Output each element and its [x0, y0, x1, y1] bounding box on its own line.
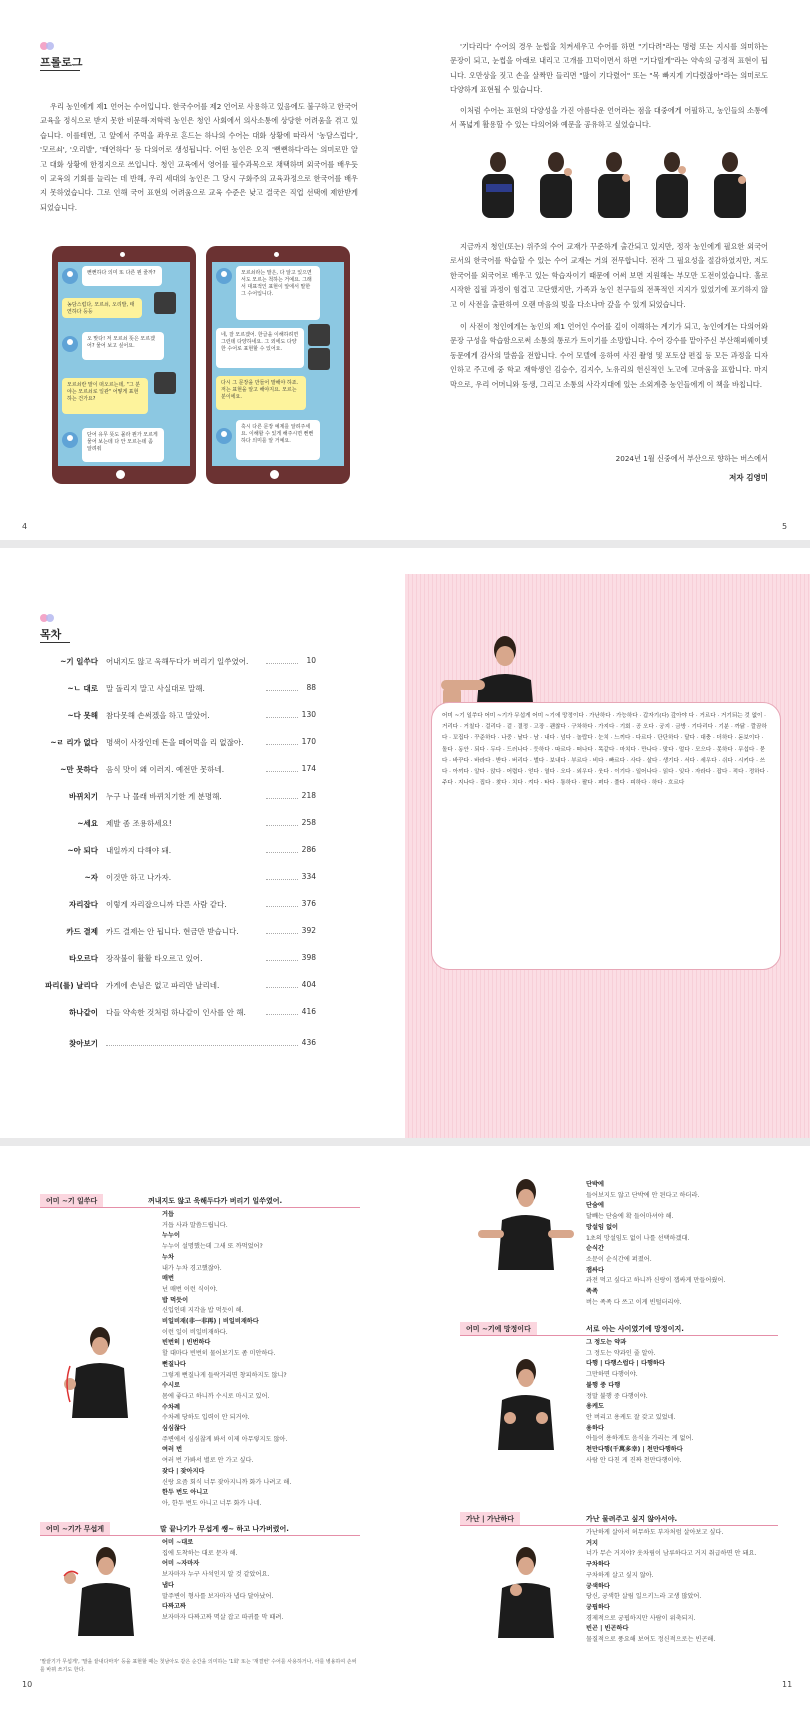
toc-index-page: 436 — [301, 1038, 316, 1047]
sign-model-figure — [60, 1546, 150, 1636]
word-headword: 불행 중 다행 — [586, 1381, 621, 1389]
word-headword: 누차 — [162, 1253, 174, 1261]
word-headword: 용하다 — [586, 1424, 604, 1432]
word-example: 아, 한두 번도 아니고 너무 화가 나네. — [162, 1499, 262, 1507]
chat-bubble: 혹시 다른 문장 예제를 알려주세요. 이해할 수 있게 해주시면 뻔뻔하다 의미를 알 거예요. — [236, 420, 320, 460]
word-list — [162, 1210, 362, 1510]
toc-desc: 카드 결제는 안 됩니다. 현금만 받습니다. — [106, 927, 239, 936]
word-headword: 수시로 — [162, 1382, 180, 1390]
toc-page: 258 — [301, 818, 316, 827]
toc-row[interactable] — [40, 791, 316, 809]
toc-index-label: 찾아보기 — [69, 1039, 98, 1048]
toc-leader — [266, 690, 298, 691]
chat-bubble: 단어 유무 뜻도 몰라 뭔가 모르게 물어 보는데 다 안 모르는데 좀 알려줘 — [82, 428, 164, 462]
intro-paragraph-2: 이처럼 수어는 표현의 다양성을 가진 아름다운 언어라는 점을 대중에게 어필하고, 농인들의 소통에서 폭넓게 활용할 수 있는 다의어와 예문을 공유하고 싶었습니다. — [450, 106, 768, 130]
word-example: 몸에 좋다고 하니까 수시로 마시고 있어. — [162, 1392, 270, 1400]
intro-paragraph-4: 이 사전이 청인에게는 농인의 제1 언어인 수어를 깊이 이해하는 계기가 되고, 농인에게는 다의어와 문장 구성을 학습함으로써 소통의 통로가 트이기를 소망합니다. 수어 강수를 맡아주신 부산해피웨이넷 동문에게 감사의 말씀을 전합니다. 수어 모델에 응하여 사진 촬영 및 포토샵 편집 등 모든 과정을 디자인하고 주고에 중 학교 재학생인 김승수, 김지수, 노유리의 헌신적인 노고에 고마움을 표합니다. 마지막으로, 우리 어머니와 동생, 그리고 소통의 사각지대에 있는 소외계층 농인들에게 이 책을 바칩니다. — [450, 322, 768, 389]
definition-text: 어미 ~기 일쑤다 어미 ~기가 무섭게 어미 ~기에 망정이다 · 가난하다 · 가능하다 · 갑자기(다) 갚아야 다 · 거르다 · 거기되는 것 없이 · 거리다 · 거칠다 · 걸리다 · 겉 · 결정 · 고장 · 괜찮다 · 구차하다 · 가지다 · 기회 · 공 오다 · 궁지 · 금방 · 기다리다 · 기분 · 까닭 · 깔끔하다 · 꼬집다 · 꾸준하다 · 나중 · 날다 · 남 · 내다 · 넘다 · 놀랍다 · 눈치 · 느끼다 · 다르다 · 단단하다 · 달다 · 대충 · 더하다 · 돋보이다 · 돌다 · 동안 · 되다 · 두다 · 드러나다 · 듯하다 · 따르다 · 떠나다 · 똑같다 · 마치다 · 만나다 · 맞다 · 멀다 · 모으다 · 못하다 · 무섭다 · 묻다 · 바꾸다 · 바라다 · 받다 · 버리다 · 벌다 · 보내다 · 부르다 · 비다 · 빠르다 · 사다 · 살다 · 생기다 · 서다 · 세우다 · 쉬다 · 시키다 · 쓰다 · 아끼다 · 알다 · 앉다 · 어렵다 · 얻다 · 열다 · 오다 · 외우다 · 웃다 · 이기다 · 일어나다 · 읽다 · 잊다 · 자라다 · 잡다 · 적다 · 정하다 · 주다 · 지나다 · 집다 · 찾다 · 치다 · 켜다 · 타다 · 통하다 · 팔다 · 펴다 · 풀다 · 피하다 · 하다 · 흐르다 — [442, 713, 769, 787]
toc-leader — [266, 960, 298, 961]
word-list — [586, 1528, 786, 1646]
toc-desc: 명색이 사장인데 돈을 떼어먹을 리 없잖아. — [106, 738, 244, 747]
tablet-home-button — [116, 470, 125, 479]
word-example: 내가 누차 경고했잖아. — [162, 1264, 222, 1272]
toc-page: 404 — [301, 980, 316, 989]
spread-prologue — [0, 0, 810, 540]
person-signing-icon — [476, 1178, 576, 1270]
toc-leader — [266, 906, 298, 907]
prologue-title: 프롤로그 — [40, 56, 83, 69]
toc-page: 392 — [301, 926, 316, 935]
sign-figure — [598, 152, 630, 218]
spread-entries — [0, 1146, 810, 1716]
word-headword: 밥 먹듯이 — [162, 1296, 189, 1304]
toc-row[interactable] — [40, 899, 316, 917]
word-example: 집에 도착하는 대로 문자 해. — [162, 1549, 238, 1557]
prologue-paragraph: 우리 농인에게 제1 언어는 수어입니다. 한국수어를 제2 언어로 사용하고 있음에도 불구하고 한국어 교육을 정식으로 받지 못한 비문해·저학력 농인은 청인 사회에서 의사소통에 상당한 어려움을 겪고 있습니다. 이를테면, 고 앞에서 주먹을 좌우로 흔드는 하나의 수어는 대화 상황에 따라서 '농담스럽다', '모르쇠', '오리발', '태연하다' 등 다의어로 생성됩니다. 어떤 농인은 오직 '뻔뻔하다'라는 의미로만 알고 대화 상황에 한정지으로 쓰입니다. 청인 교육에서 영어를 필수과목으로 채택하며 외국어를 배우듯이 교육의 기회를 늘리는 데 반해, 우리 세대의 농인은 그 당시 구화주의 교육과정으로 한국어를 배우지 못하였습니다. 그로 인해 국어 표현의 어려움으로 교육 수준은 낮고 결국은 직업 선택에 제한받게 되었습니다. — [40, 102, 358, 212]
toc-desc: 이것만 하고 나가자. — [106, 873, 172, 882]
word-headword: 단박에 — [586, 1181, 604, 1188]
avatar — [308, 348, 330, 370]
word-headword: 거지 — [586, 1539, 598, 1547]
word-example: 여러 번 가봐서 별로 안 가고 싶다. — [162, 1457, 254, 1465]
toc-row[interactable] — [40, 656, 316, 674]
word-example: 1초의 망설임도 없이 나를 선택하겠대. — [586, 1234, 690, 1242]
title-underline — [40, 70, 80, 71]
toc-page: 10 — [306, 656, 316, 665]
avatar — [154, 372, 176, 394]
chat-tablet-left — [52, 246, 196, 484]
toc-desc: 장작불이 활활 타오르고 있어. — [106, 954, 203, 963]
word-example: 아들이 용하게도 음식을 가리는 게 없어. — [586, 1435, 694, 1443]
sign-model-figure — [476, 1358, 576, 1450]
word-list — [586, 1180, 786, 1308]
page-number: 4 — [22, 522, 28, 531]
word-example: 말주변이 형사를 보자마자 냅다 달아났어. — [162, 1592, 274, 1600]
word-example: 그 정도는 약과인 줄 알아. — [586, 1349, 656, 1357]
avatar — [62, 432, 78, 448]
toc-desc: 내일까지 다해야 돼. — [106, 846, 172, 855]
page-number: 10 — [22, 1680, 33, 1689]
intro-paragraph-1: '기다리다' 수어의 경우 눈썹을 치켜세우고 수어를 하면 "기다려"라는 명령 또는 지시를 의미하는 문장이 되고, 눈썹을 아래로 내리고 고개를 끄덕이면서 하면 "기다릴게"라는 약속의 긍정적 표현이 됩니다. 오만상을 짓고 손을 살짝만 들리면 "많이 기다렸어" 또는 "목 빠지게 기다렸잖아"라는 의미로도 다양하게 표현될 수 있습니다. — [450, 42, 768, 95]
toc-key: ~세요 — [77, 819, 98, 828]
toc-desc: 다들 약속한 것처럼 하나같이 인사를 안 해. — [106, 1008, 246, 1017]
toc-row[interactable] — [40, 872, 316, 890]
word-example: 들어보지도 않고 단박에 안 된다고 하더라. — [586, 1191, 700, 1199]
toc-desc: 말 돌리지 말고 사실대로 말해. — [106, 684, 205, 693]
toc-desc: 가게에 손님은 없고 파리만 날리네. — [106, 981, 220, 990]
word-example: 경제적으로 궁핍하지만 사람이 위축되지. — [586, 1614, 696, 1622]
toc-leader — [266, 852, 298, 853]
toc-row[interactable] — [40, 737, 316, 755]
toc-leader — [266, 987, 298, 988]
sign-figure — [540, 152, 572, 218]
page-number: 11 — [782, 1680, 793, 1689]
sign-model-figure — [476, 1546, 576, 1638]
word-example: 물질적으로 풍요해 보여도 정신적으로는 빈곤해. — [586, 1636, 716, 1644]
toc-desc: 누구 나 몰래 바뀌치기한 게 분명해. — [106, 792, 222, 801]
word-headword: 어미 ~대로 — [162, 1539, 194, 1546]
toc-desc: 참다못해 손써겠을 하고 말았어. — [106, 711, 210, 720]
toc-page: 218 — [301, 791, 316, 800]
toc-row[interactable] — [40, 926, 316, 944]
entry-tag: 어미 ~기가 무섭게 — [40, 1522, 110, 1536]
toc-leader — [266, 879, 298, 880]
sign-demo-figures — [476, 150, 766, 218]
toc-index-row[interactable] — [40, 1038, 316, 1056]
toc-page: 376 — [301, 899, 316, 908]
toc-desc: 어내지도 않고 욱해두다가 버리기 일쑤였어. — [106, 657, 249, 666]
word-headword: 비일비재(非一非再) | 비일비재하다 — [162, 1318, 259, 1326]
word-headword: 거듭 — [162, 1211, 174, 1218]
tablet-camera-icon — [120, 252, 125, 257]
toc-desc: 제발 좀 조용하세요! — [106, 819, 172, 828]
word-example: 가난하게 살아서 허무하도 부자처럼 살아보고 싶다. — [586, 1529, 724, 1536]
spread-divider — [0, 1138, 810, 1146]
word-example: 주변에서 심심찮게 봐서 이제 아무렇지도 않아. — [162, 1435, 288, 1443]
word-headword: 빈곤 | 빈곤하다 — [586, 1625, 629, 1633]
toc-key: 타오르다 — [69, 954, 98, 963]
chat-bubble: 뻔뻔하다 의미 또 다른 뭔 줄까? — [82, 266, 162, 286]
word-headword: 다행 | 다행스럽다 | 다행하다 — [586, 1360, 665, 1368]
toc-key: 자리잡다 — [69, 900, 98, 909]
word-example: 그렇게 뻔질나게 들락거리면 창피하지도 않니? — [162, 1371, 287, 1379]
chat-bubble: 네, 잘 모르겠어. 한글을 이해하려면 그런데 다양하네요. 그 외에도 다양한 수어로 표현할 수 있어요. — [216, 328, 304, 368]
toc-row[interactable] — [40, 845, 316, 863]
toc-leader — [266, 663, 298, 664]
avatar — [216, 428, 232, 444]
word-headword: 빈번히 | 빈번하다 — [162, 1339, 211, 1347]
entry-example: 가난 물려주고 싶지 않아서야. — [586, 1515, 678, 1523]
chat-tablet-right — [206, 246, 350, 484]
word-headword: 수차례 — [162, 1403, 180, 1411]
word-example: 이런 일이 비일비재하다. — [162, 1328, 228, 1336]
toc-row[interactable] — [40, 980, 316, 998]
toc-key: ~아 되다 — [67, 846, 98, 855]
toc-page: 174 — [301, 764, 316, 773]
word-example: 수차례 당하도 입력이 안 되거야. — [162, 1414, 250, 1422]
sign-figure — [482, 152, 514, 218]
sign-model-figure — [52, 1326, 142, 1418]
avatar — [62, 268, 78, 284]
toc-row[interactable] — [40, 764, 316, 782]
word-example: 달빼는 단숨에 확 들어마셔야 해. — [586, 1213, 674, 1221]
sign-model-figure — [476, 1178, 576, 1270]
word-headword: 다짜고짜 — [162, 1603, 186, 1611]
title-underline — [40, 642, 70, 643]
word-example: 버는 족족 다 쓰고 이게 빈털터리야. — [586, 1298, 682, 1306]
definition-box — [431, 702, 781, 970]
word-example: 안 버리고 용케도 잘 갖고 있었네. — [586, 1413, 676, 1421]
avatar — [154, 292, 176, 314]
footnote: '말끝기가 무섭게', '말을 끝내다마자' 등을 표현할 때는 첫남아도 같은 순간을 의미하는 '1회' 또는 '재결번' 수어를 사용하거나, 아를 병용하여 손써를 바꿔 쓰기도 한다. — [40, 1659, 357, 1673]
toc-row[interactable] — [40, 1007, 316, 1025]
tablet-camera-icon — [274, 252, 279, 257]
toc-key: 파리(를) 날리다 — [45, 981, 98, 990]
toc-page: 398 — [301, 953, 316, 962]
chat-bubble: 오 맞다! 저 모르쇠 뜻은 모르겠어? 물어 보고 싶어요. — [82, 332, 164, 360]
word-headword: 잦다 | 잦아지다 — [162, 1467, 205, 1475]
entry-tag: 가난 | 가난하다 — [460, 1512, 520, 1526]
sign-figure — [656, 152, 688, 218]
toc-leader — [266, 744, 298, 745]
title-dots-icon — [40, 42, 56, 50]
word-headword: 용케도 — [586, 1403, 604, 1411]
word-headword: 여러 번 — [162, 1446, 183, 1454]
word-headword: 망설임 없이 — [586, 1223, 619, 1231]
word-example: 신입인데 지각을 밥 먹듯이 해. — [162, 1307, 244, 1315]
word-example: 할 대마다 빈번히 물어보기도 좀 미안하다. — [162, 1350, 276, 1358]
toc-leader — [266, 933, 298, 934]
person-signing-icon — [476, 1358, 576, 1450]
toc-key: 카드 결제 — [66, 927, 98, 936]
toc-page: 334 — [301, 872, 316, 881]
word-list — [586, 1338, 786, 1466]
word-headword: 구차하다 — [586, 1561, 610, 1569]
page-number: 5 — [782, 522, 788, 531]
person-signing-icon — [52, 1326, 142, 1418]
word-example: 과전 먹고 싶다고 하니까 신랑이 잽싸게 만들어줬어. — [586, 1277, 726, 1285]
toc-row[interactable] — [40, 710, 316, 728]
word-example: 구차하게 살고 싶지 않아. — [586, 1571, 654, 1579]
person-signing-icon — [60, 1546, 150, 1636]
toc-key: 바뀌치기 — [69, 792, 98, 801]
word-list — [162, 1538, 362, 1624]
toc-row[interactable] — [40, 818, 316, 836]
entry-tag: 어미 ~기에 망정이다 — [460, 1322, 537, 1336]
entry-example: 꺼내지도 않고 욱해두다가 버리기 일쑤였어. — [148, 1197, 283, 1205]
toc-leader — [106, 1045, 298, 1046]
sign-figure-row — [476, 150, 766, 218]
toc-leader — [266, 717, 298, 718]
word-example: 너가 무슨 거지야? 옷차림이 남루하다고 거지 취급하면 안 돼요. — [586, 1550, 757, 1558]
toc-leader — [266, 771, 298, 772]
toc-key: ~ㄴ 대로 — [67, 684, 98, 693]
chat-bubble: 다시 그 문장을 만들어 말해야 하죠. 저는 표현을 알고 해야지요. 모르는 분이에요. — [216, 376, 306, 410]
intro-paragraph-3: 지금까지 청인(또는) 위주의 수어 교재가 꾸준하게 출간되고 있지만, 정작 농인에게 필요한 외국어로서의 한국어를 학습할 수 있는 수어 교재는 거의 전무합니다. 전작 그 필요성을 절감하였지만, 저도 한국어를 외국어로 배우고 있는 학습자이기 때문에 어써 보면 지원해는 부모만 도전이었습니다. 홀로 시작한 집필 과정이 힘겹고 고단했지만, 가족과 농인 친구들의 전폭적인 지지가 있었기에 포기하지 않고 이 사전을 출판하여 오랜 마음의 빚을 다소나마 갚을 수 있게 되었습니다. — [450, 242, 768, 309]
word-headword: 천만다행(千萬多幸) | 천만다행하다 — [586, 1446, 683, 1454]
toc-key: ~만 못하다 — [60, 765, 98, 774]
word-headword: 심심찮다 — [162, 1425, 186, 1433]
toc-key: ~자 — [84, 873, 98, 882]
toc-desc: 음식 맛이 왜 이러지. 예전만 못하네. — [106, 765, 225, 774]
chat-bubble: 모르쇠란 말이 떠오르는데, "그 분야는 모르쇠로 일관" 어떻게 표현하는 건가요? — [62, 378, 148, 414]
word-headword: 어미 ~자마자 — [162, 1560, 200, 1568]
word-example: 그만하면 다행이야. — [586, 1371, 638, 1379]
spread-divider — [0, 540, 810, 548]
toc-page: 416 — [301, 1007, 316, 1016]
avatar — [62, 336, 78, 352]
word-headword: 그 정도는 약과 — [586, 1339, 627, 1346]
word-headword: 뻔질나다 — [162, 1360, 186, 1368]
word-headword: 매번 — [162, 1275, 174, 1283]
word-example: 정말 불행 중 다행이야. — [586, 1392, 648, 1400]
word-headword: 순식간 — [586, 1245, 604, 1253]
toc-page: 170 — [301, 737, 316, 746]
signoff-line: 2024년 1월 신중에서 부산으로 향하는 버스에서 — [615, 454, 768, 463]
spread-contents — [0, 548, 810, 1138]
chat-bubble: 농담스럽다, 모르쇠, 오리발, 태연하다 등등 — [62, 298, 142, 318]
sign-figure — [714, 152, 746, 218]
word-headword: 냅다 — [162, 1581, 174, 1589]
word-example: 넌 매번 이런 식이야. — [162, 1285, 218, 1293]
word-headword: 궁색하다 — [586, 1582, 610, 1590]
toc-title: 목차 — [40, 628, 62, 641]
word-example: 보자마자 다짜고짜 멱살 잡고 따귀를 막 때려. — [162, 1613, 284, 1621]
toc-page: 286 — [301, 845, 316, 854]
chat-screen — [212, 262, 344, 466]
entry-tag: 어미 ~기 일쑤다 — [40, 1194, 103, 1208]
toc-row[interactable] — [40, 683, 316, 701]
chat-screen — [58, 262, 190, 466]
avatar — [308, 324, 330, 346]
toc-key: 하나같이 — [69, 1008, 98, 1017]
title-dots-icon — [40, 614, 56, 622]
word-headword: 족족 — [586, 1288, 598, 1296]
word-example: 거듭 사과 말씀드립니다. — [162, 1221, 228, 1229]
tablet-home-button — [270, 470, 279, 479]
word-example: 보자마자 누구 사석인지 알 것 같았어요. — [162, 1571, 270, 1579]
toc-leader — [266, 825, 298, 826]
word-headword: 한두 번도 아니고 — [162, 1489, 209, 1497]
entry-example: 서로 아는 사이였기에 망정이지. — [586, 1325, 684, 1333]
toc-page: 130 — [301, 710, 316, 719]
toc-leader — [266, 1014, 298, 1015]
word-example: 소문이 순식간에 퍼졌어. — [586, 1255, 652, 1263]
word-headword: 누누이 — [162, 1232, 180, 1240]
entry-example: 말 끝나기가 무섭게 쌩~ 하고 나가버렸어. — [160, 1525, 289, 1533]
person-signing-icon — [476, 1546, 576, 1638]
word-headword: 단숨에 — [586, 1202, 604, 1210]
toc-row[interactable] — [40, 953, 316, 971]
avatar — [216, 268, 232, 284]
toc-leader — [266, 798, 298, 799]
word-headword: 궁핍하다 — [586, 1603, 610, 1611]
toc-key: ~ㄹ 리가 없다 — [50, 738, 98, 747]
word-example: 사람 안 다친 게 진짜 천만다행이야. — [586, 1456, 682, 1464]
author-name: 저자 김영미 — [729, 473, 768, 482]
word-example: 당신, 궁색한 살림 일으키느라 고생 많았어. — [586, 1593, 702, 1601]
toc-page: 88 — [306, 683, 316, 692]
toc-key: ~기 일쑤다 — [60, 657, 98, 666]
word-headword: 잽싸다 — [586, 1266, 604, 1274]
word-example: 신랑 요즘 회식 너무 잦아지니까 화가 나려고 해. — [162, 1478, 292, 1486]
word-example: 누누이 설명했는데 그새 또 까먹었어? — [162, 1243, 263, 1251]
toc-key: ~다 못해 — [67, 711, 98, 720]
definition-panel — [405, 574, 810, 1138]
toc-desc: 이렇게 자리잡으니까 다른 사람 같다. — [106, 900, 227, 909]
chat-bubble: 모르쇠라는 말은, 다 알고 있으면서도 모르는 척하는 거예요. 그래서 대표적인 표현이 앞에서 말한 그 수어입니다. — [236, 266, 320, 320]
